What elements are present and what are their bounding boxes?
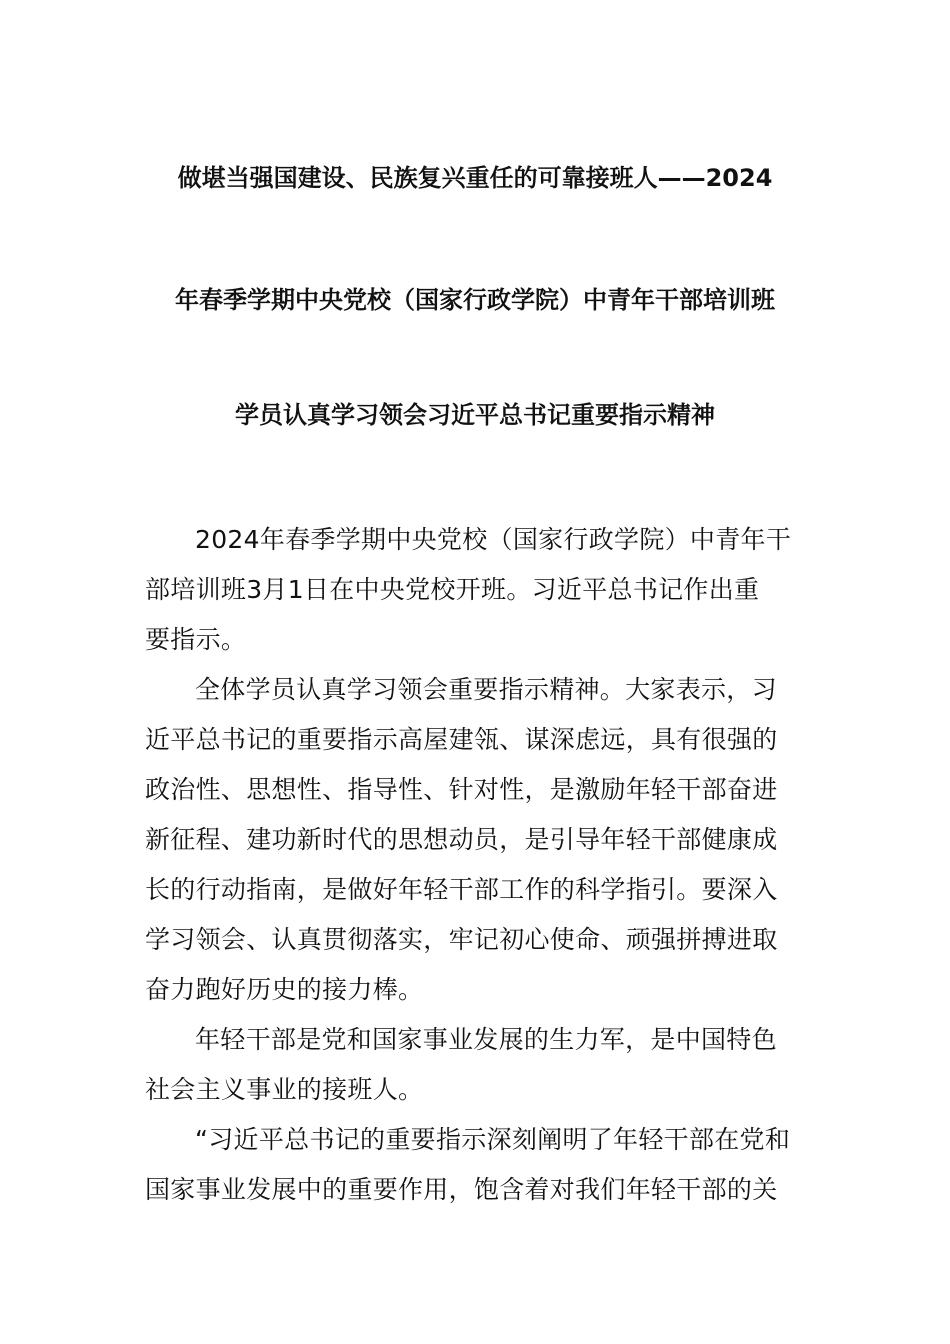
- body-line: 长的行动指南，是做好年轻干部工作的科学指引。要深入: [145, 875, 778, 904]
- body-line: 国家事业发展中的重要作用，饱含着对我们年轻干部的关: [145, 1175, 778, 1204]
- title-line-3: 学员认真学习领会习近平总书记重要指示精神: [235, 401, 715, 429]
- body-line: 全体学员认真学习领会重要指示精神。大家表示，习: [195, 675, 777, 704]
- title-line-1: 做堪当强国建设、民族复兴重任的可靠接班人——2024: [177, 164, 773, 192]
- body-line: 奋力跑好历史的接力棒。: [145, 975, 424, 1004]
- body-line: 学习领会、认真贯彻落实，牢记初心使命、顽强拼搏进取: [145, 925, 778, 954]
- title-line-2: 年春季学期中央党校（国家行政学院）中青年干部培训班: [175, 286, 775, 314]
- body-line: 政治性、思想性、指导性、针对性，是激励年轻干部奋进: [145, 775, 778, 804]
- body-line: 2024年春季学期中央党校（国家行政学院）中青年干: [195, 525, 792, 554]
- body-line: 要指示。: [145, 625, 247, 654]
- body-line: 新征程、建功新时代的思想动员，是引导年轻干部健康成: [145, 825, 778, 854]
- body-line: 部培训班3月1日在中央党校开班。习近平总书记作出重: [145, 575, 760, 604]
- body-line: 年轻干部是党和国家事业发展的生力军，是中国特色: [195, 1025, 777, 1054]
- body-line: 社会主义事业的接班人。: [145, 1075, 424, 1104]
- body-line: 近平总书记的重要指示高屋建瓴、谋深虑远，具有很强的: [145, 725, 778, 754]
- body-line: “习近平总书记的重要指示深刻阐明了年轻干部在党和: [195, 1125, 791, 1154]
